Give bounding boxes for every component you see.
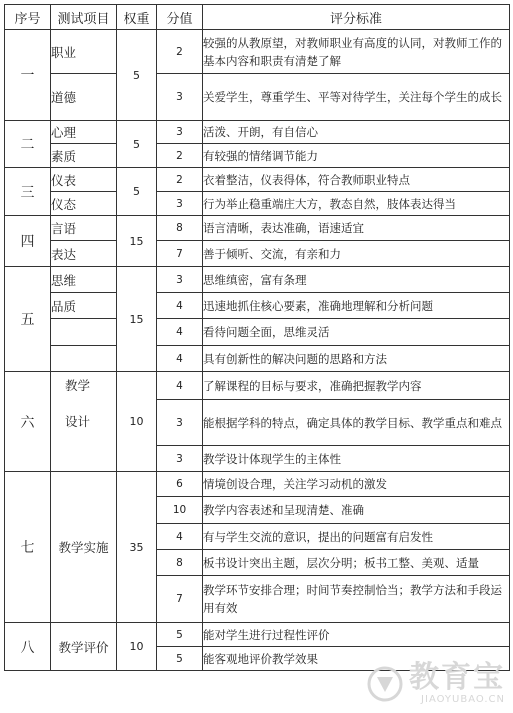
table-row xyxy=(5,241,510,267)
group-seq: 七 xyxy=(5,472,51,623)
group-weight: 5 xyxy=(117,121,157,168)
row-standard: 教学设计体现学生的主体性 xyxy=(203,446,510,472)
group-seq: 三 xyxy=(5,168,51,216)
row-standard: 情境创设合理，关注学习动机的激发 xyxy=(203,472,510,497)
row-score: 2 xyxy=(157,30,203,74)
item-label: 思维 xyxy=(51,267,117,293)
row-standard: 教学内容表述和呈现清楚、准确 xyxy=(203,497,510,524)
row-score: 3 xyxy=(157,267,203,293)
header-item: 测试项目 xyxy=(51,5,117,30)
row-standard: 能客观地评价教学效果 xyxy=(203,647,510,671)
row-standard: 行为举止稳重端庄大方，教态自然，肢体表达得当 xyxy=(203,192,510,216)
item-label: 言语 xyxy=(51,216,117,241)
group-weight: 5 xyxy=(117,30,157,121)
row-standard: 迅速地抓住核心要素，准确地理解和分析问题 xyxy=(203,293,510,319)
table-row xyxy=(5,472,510,497)
row-score: 3 xyxy=(157,121,203,144)
watermark-brand: 教育宝 xyxy=(409,660,505,695)
group-weight: 35 xyxy=(117,472,157,623)
table-row xyxy=(5,623,510,647)
row-standard: 有较强的情绪调节能力 xyxy=(203,144,510,168)
item-label xyxy=(51,346,117,372)
item-label: 心理 xyxy=(51,121,117,144)
group-weight: 15 xyxy=(117,267,157,372)
table-row xyxy=(5,74,510,121)
row-score: 3 xyxy=(157,446,203,472)
group-seq: 八 xyxy=(5,623,51,671)
row-standard: 能对学生进行过程性评价 xyxy=(203,623,510,647)
row-standard: 了解课程的目标与要求，准确把握教学内容 xyxy=(203,372,510,400)
item-label: 仪态 xyxy=(51,192,117,216)
item-stack-lines xyxy=(51,372,116,430)
row-standard: 活泼、开朗，有自信心 xyxy=(203,121,510,144)
row-score: 3 xyxy=(157,74,203,121)
row-score: 8 xyxy=(157,216,203,241)
header-weight: 权重 xyxy=(117,5,157,30)
table-row xyxy=(5,346,510,372)
item-label: 表达 xyxy=(51,241,117,267)
item-label: 职业 xyxy=(51,30,117,74)
row-score: 4 xyxy=(157,319,203,346)
item-label: 仪表 xyxy=(51,168,117,192)
header-row xyxy=(5,5,510,30)
row-score: 2 xyxy=(157,144,203,168)
row-score: 4 xyxy=(157,293,203,319)
item-label xyxy=(51,319,117,346)
group-weight: 10 xyxy=(117,372,157,472)
group-weight: 15 xyxy=(117,216,157,267)
row-standard: 思维缜密，富有条理 xyxy=(203,267,510,293)
header-standard: 评分标准 xyxy=(203,5,510,30)
header-score: 分值 xyxy=(157,5,203,30)
header-seq: 序号 xyxy=(5,5,51,30)
group-seq: 二 xyxy=(5,121,51,168)
row-standard: 善于倾听、交流，有亲和力 xyxy=(203,241,510,267)
table-row xyxy=(5,30,510,74)
row-score: 4 xyxy=(157,372,203,400)
table-row xyxy=(5,168,510,192)
scoring-table xyxy=(4,4,510,671)
row-score: 5 xyxy=(157,623,203,647)
row-standard: 看待问题全面，思维灵活 xyxy=(203,319,510,346)
row-score: 8 xyxy=(157,550,203,576)
item-label: 道德 xyxy=(51,74,117,121)
row-score: 2 xyxy=(157,168,203,192)
item-label: 素质 xyxy=(51,144,117,168)
table-row xyxy=(5,192,510,216)
row-standard: 具有创新性的解决问题的思路和方法 xyxy=(203,346,510,372)
row-score: 6 xyxy=(157,472,203,497)
group-weight: 10 xyxy=(117,623,157,671)
row-standard: 语言清晰，表达准确，语速适宜 xyxy=(203,216,510,241)
group-seq: 四 xyxy=(5,216,51,267)
row-standard: 衣着整洁，仪表得体，符合教师职业特点 xyxy=(203,168,510,192)
row-score: 4 xyxy=(157,524,203,550)
table-row xyxy=(5,267,510,293)
item-stack xyxy=(51,372,117,472)
table-row xyxy=(5,121,510,144)
table-row xyxy=(5,372,510,400)
row-standard: 关爱学生，尊重学生、平等对待学生，关注每个学生的成长 xyxy=(203,74,510,121)
table-row xyxy=(5,293,510,319)
row-score: 3 xyxy=(157,192,203,216)
item-label: 设计 xyxy=(65,414,91,429)
item-label: 教学 xyxy=(65,378,91,393)
item-label: 教学评价 xyxy=(51,623,117,671)
row-standard: 能根据学科的特点，确定具体的教学目标、教学重点和难点 xyxy=(203,400,510,446)
row-standard: 教学环节安排合理；时间节奏控制恰当；教学方法和手段运用有效 xyxy=(203,576,510,623)
table-row xyxy=(5,216,510,241)
row-score: 10 xyxy=(157,497,203,524)
group-weight: 5 xyxy=(117,168,157,216)
watermark-url: JIAOYUBAO.CN xyxy=(421,694,505,705)
item-label: 品质 xyxy=(51,293,117,319)
row-score: 4 xyxy=(157,346,203,372)
row-score: 7 xyxy=(157,241,203,267)
row-standard: 板书设计突出主题，层次分明；板书工整、美观、适量 xyxy=(203,550,510,576)
item-label: 教学实施 xyxy=(51,472,117,623)
row-standard: 较强的从教原望，对教师职业有高度的认同，对教师工作的基本内容和职责有清楚了解 xyxy=(203,30,510,74)
row-score: 7 xyxy=(157,576,203,623)
row-score: 5 xyxy=(157,647,203,671)
row-standard: 有与学生交流的意识，提出的问题富有启发性 xyxy=(203,524,510,550)
row-score: 3 xyxy=(157,400,203,446)
group-seq: 一 xyxy=(5,30,51,121)
table-row xyxy=(5,319,510,346)
group-seq: 五 xyxy=(5,267,51,372)
group-seq: 六 xyxy=(5,372,51,472)
table-row xyxy=(5,144,510,168)
